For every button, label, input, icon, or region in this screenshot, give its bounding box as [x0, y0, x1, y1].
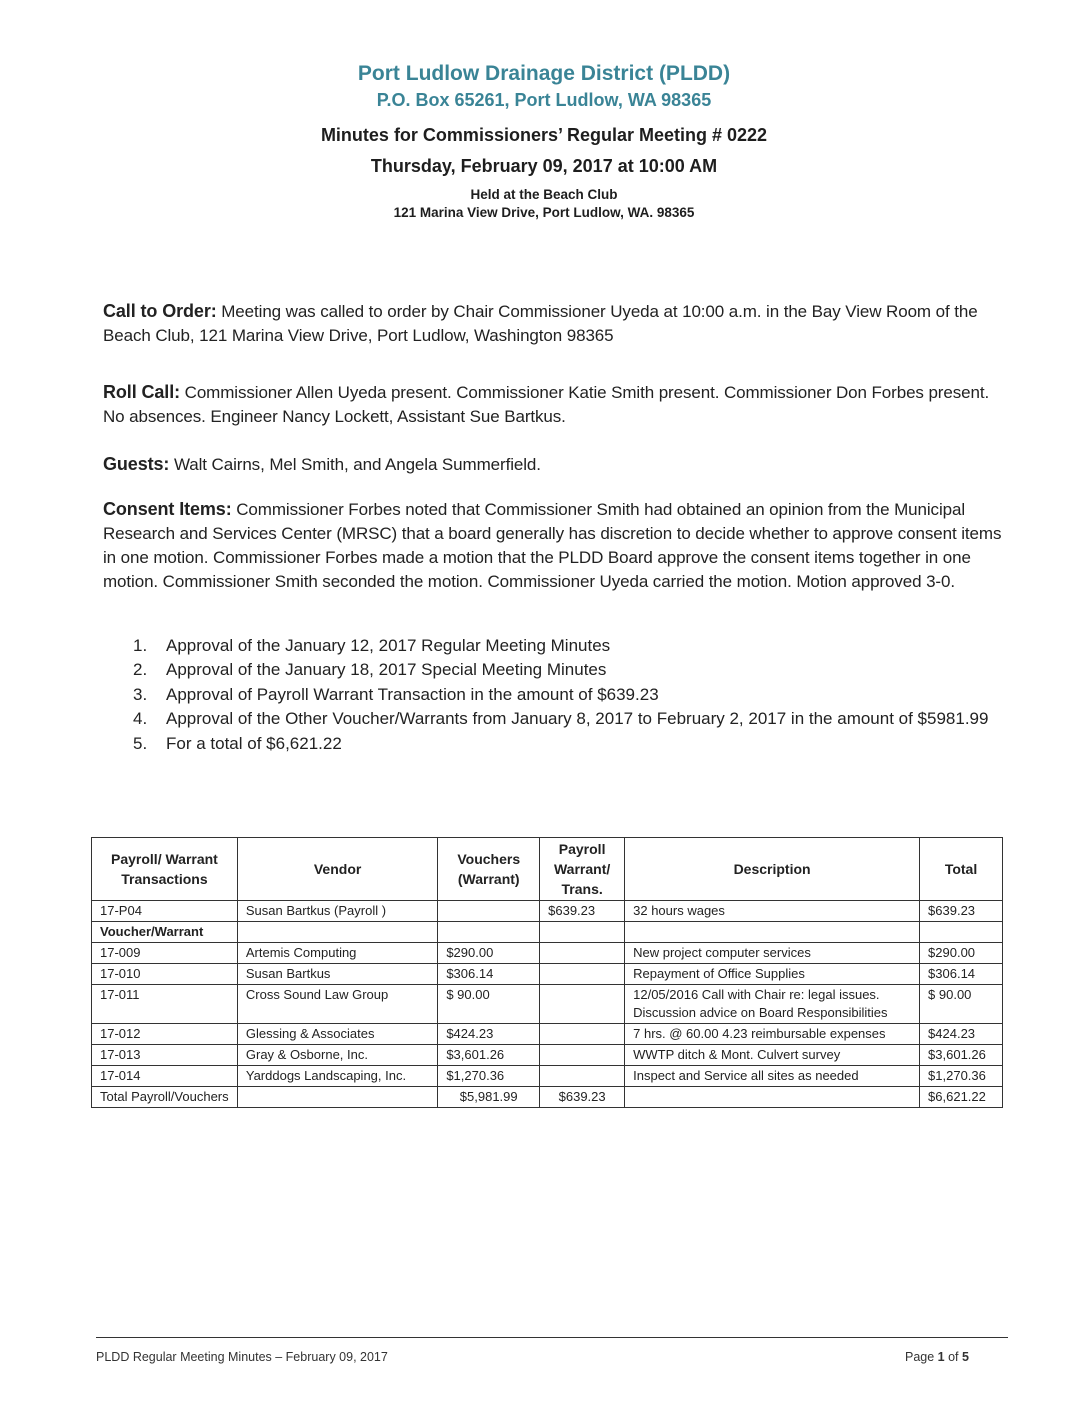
- cell-description: New project computer services: [625, 943, 920, 964]
- cell-vendor: Gray & Osborne, Inc.: [237, 1045, 437, 1066]
- consent-items-list: [133, 634, 1008, 756]
- cell-payroll: [540, 1024, 625, 1045]
- total-vouchers: $5,981.99: [438, 1087, 540, 1108]
- roll-call-label: Roll Call:: [103, 382, 181, 402]
- call-to-order-text: Meeting was called to order by Chair Commissioner Uyeda at 10:00 a.m. in the Bay View Room of the Beach Club, 121 Marina View Drive, Port Ludlow, Washington 98365: [103, 302, 978, 345]
- column-header-vouchers: Vouchers (Warrant): [438, 838, 540, 901]
- cell-description: Inspect and Service all sites as needed: [625, 1066, 920, 1087]
- table-row-payroll: [92, 901, 1003, 922]
- list-item-text: Approval of the Other Voucher/Warrants from January 8, 2017 to February 2, 2017 in the amount of $5981.99: [166, 709, 989, 729]
- cell-voucher: $306.14: [438, 964, 540, 985]
- empty-cell: [920, 922, 1003, 943]
- table-row: [92, 1066, 1003, 1087]
- cell-description: 7 hrs. @ 60.00 4.23 reimbursable expenses: [625, 1024, 920, 1045]
- cell-total: $290.00: [920, 943, 1003, 964]
- cell-payroll: $639.23: [540, 901, 625, 922]
- cell-voucher: $424.23: [438, 1024, 540, 1045]
- column-header-vendor: Vendor: [237, 838, 437, 901]
- total-payroll: $639.23: [540, 1087, 625, 1108]
- meeting-location-name: Held at the Beach Club: [470, 187, 618, 202]
- cell-id: 17-012: [92, 1024, 238, 1045]
- empty-cell: [438, 922, 540, 943]
- list-item: [133, 634, 1008, 658]
- page-of: of: [944, 1350, 962, 1364]
- list-item: [133, 683, 1008, 707]
- cell-id: 17-013: [92, 1045, 238, 1066]
- cell-description: 12/05/2016 Call with Chair re: legal issues. Discussion advice on Board Responsibilities: [625, 985, 920, 1024]
- table-row: [92, 1045, 1003, 1066]
- call-to-order-section: [103, 299, 1008, 348]
- table-total-row: [92, 1087, 1003, 1108]
- list-item: [133, 732, 1008, 756]
- cell-voucher: $1,270.36: [438, 1066, 540, 1087]
- call-to-order-label: Call to Order:: [103, 301, 217, 321]
- meeting-title: Minutes for Commissioners’ Regular Meeting # 0222: [320, 125, 768, 145]
- section-label: Voucher/Warrant: [92, 922, 238, 943]
- roll-call-text: Commissioner Allen Uyeda present. Commissioner Katie Smith present. Commissioner Don Forbes present. No absences. Engineer Nancy Lockett, Assistant Sue Bartkus.: [103, 383, 990, 426]
- cell-voucher: $3,601.26: [438, 1045, 540, 1066]
- list-item: [133, 658, 1008, 682]
- cell-description: Repayment of Office Supplies: [625, 964, 920, 985]
- cell-total: $ 90.00: [920, 985, 1003, 1024]
- page-current: 1: [937, 1350, 945, 1364]
- list-item-number: 1.: [133, 636, 148, 655]
- column-header-transactions: Payroll/ Warrant Transactions: [92, 838, 238, 901]
- cell-total: $306.14: [920, 964, 1003, 985]
- cell-voucher: $ 90.00: [438, 985, 540, 1024]
- list-item-text: Approval of the January 12, 2017 Regular Meeting Minutes: [166, 636, 611, 655]
- meeting-datetime: Thursday, February 09, 2017 at 10:00 AM: [370, 156, 718, 176]
- column-header-total: Total: [920, 838, 1003, 901]
- list-item-number: 2.: [133, 660, 148, 680]
- list-item-number: 3.: [133, 684, 148, 704]
- cell-payroll: [540, 943, 625, 964]
- empty-cell: [625, 922, 920, 943]
- transactions-table: [91, 837, 1003, 1108]
- cell-id: 17-009: [92, 943, 238, 964]
- cell-total: $424.23: [920, 1024, 1003, 1045]
- organization-address: P.O. Box 65261, Port Ludlow, WA 98365: [376, 90, 712, 110]
- list-item-text: Approval of the January 18, 2017 Special Meeting Minutes: [166, 660, 607, 680]
- cell-payroll: [540, 964, 625, 985]
- list-item: [133, 707, 1008, 731]
- list-item-text: For a total of $6,621.22: [166, 733, 342, 753]
- grand-total: $6,621.22: [920, 1087, 1003, 1108]
- cell-total: $3,601.26: [920, 1045, 1003, 1066]
- meeting-location-address: 121 Marina View Drive, Port Ludlow, WA. 98365: [393, 205, 695, 220]
- column-header-payroll: Payroll Warrant/ Trans.: [540, 838, 625, 901]
- table-header-row: [92, 838, 1003, 901]
- footer-divider: [96, 1337, 1008, 1338]
- guests-text: Walt Cairns, Mel Smith, and Angela Summerfield.: [169, 455, 541, 474]
- cell-vendor: Susan Bartkus: [237, 964, 437, 985]
- guests-section: [103, 452, 1008, 477]
- table-section-row: [92, 922, 1003, 943]
- guests-label: Guests:: [103, 454, 170, 474]
- list-item-number: 4.: [133, 709, 148, 729]
- cell-vendor: Cross Sound Law Group: [237, 985, 437, 1024]
- consent-items-label: Consent Items:: [103, 499, 232, 519]
- cell-vendor: [237, 1087, 437, 1108]
- cell-description: WWTP ditch & Mont. Culvert survey: [625, 1045, 920, 1066]
- list-item-text: Approval of Payroll Warrant Transaction in the amount of $639.23: [166, 684, 659, 704]
- organization-title: Port Ludlow Drainage District (PLDD): [357, 62, 731, 85]
- table-row: [92, 1024, 1003, 1045]
- cell-description: 32 hours wages: [625, 901, 920, 922]
- cell-payroll: [540, 1066, 625, 1087]
- roll-call-section: [103, 380, 1008, 429]
- footer-title: PLDD Regular Meeting Minutes – February 09, 2017: [96, 1350, 388, 1364]
- list-item-number: 5.: [133, 733, 148, 753]
- cell-total: $1,270.36: [920, 1066, 1003, 1087]
- table-row: [92, 964, 1003, 985]
- table-row: [92, 943, 1003, 964]
- cell-id: 17-010: [92, 964, 238, 985]
- cell-payroll: [540, 1045, 625, 1066]
- column-header-description: Description: [625, 838, 920, 901]
- cell-payroll: [540, 985, 625, 1024]
- empty-cell: [237, 922, 437, 943]
- cell-vendor: Artemis Computing: [237, 943, 437, 964]
- cell-description: [625, 1087, 920, 1108]
- cell-id: 17-011: [92, 985, 238, 1024]
- page-number: [905, 1350, 969, 1364]
- cell-vendor: Yarddogs Landscaping, Inc.: [237, 1066, 437, 1087]
- cell-id: 17-P04: [92, 901, 238, 922]
- cell-vendor: Glessing & Associates: [237, 1024, 437, 1045]
- consent-items-section: [103, 497, 1008, 594]
- total-label: Total Payroll/Vouchers: [92, 1087, 238, 1108]
- cell-id: 17-014: [92, 1066, 238, 1087]
- cell-voucher: $290.00: [438, 943, 540, 964]
- cell-vendor: Susan Bartkus (Payroll ): [237, 901, 437, 922]
- consent-items-text: Commissioner Forbes noted that Commissioner Smith had obtained an opinion from the Municipal Research and Services Center (MRSC) that a board generally has discretion to decide whether to approve consent items in one motion. Commissioner Forbes made a motion that the PLDD Board approve the consent items together in one motion. Commissioner Smith seconded the motion. Commissioner Uyeda carried the motion. Motion approved 3-0.: [103, 500, 1002, 591]
- table-row: [92, 985, 1003, 1024]
- page-total: 5: [962, 1350, 969, 1364]
- page-prefix: Page: [905, 1350, 938, 1364]
- cell-voucher: [438, 901, 540, 922]
- empty-cell: [540, 922, 625, 943]
- cell-total: $639.23: [920, 901, 1003, 922]
